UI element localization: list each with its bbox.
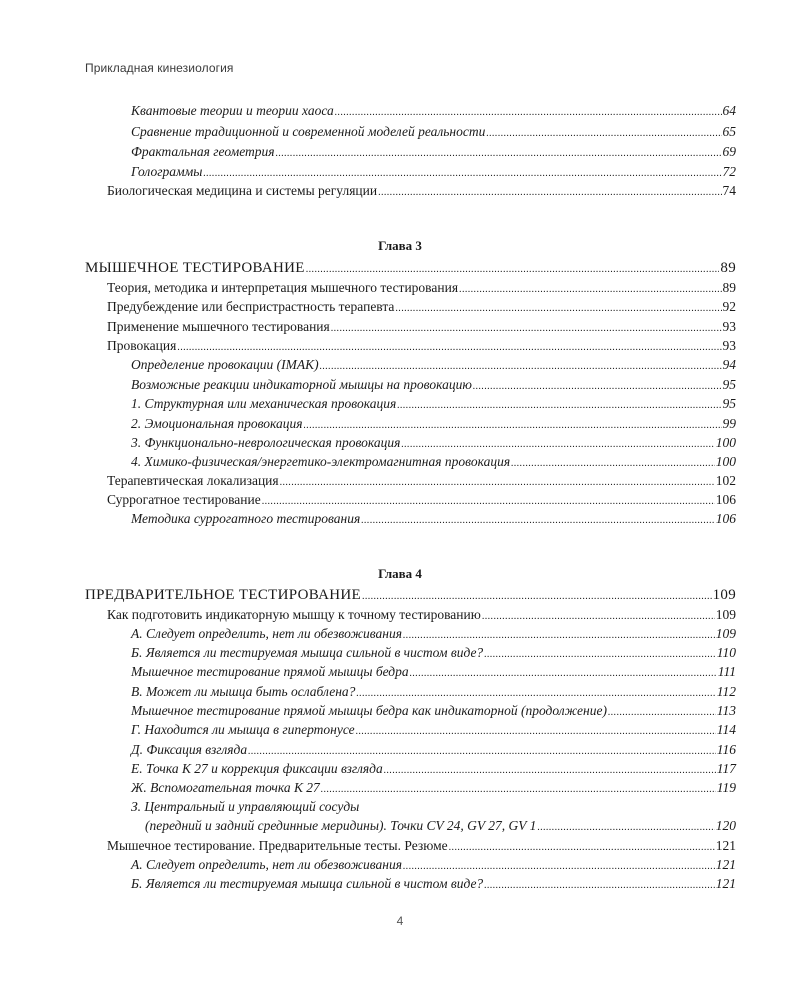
toc-entry[interactable] [107, 317, 736, 337]
toc-entry[interactable] [131, 720, 736, 740]
leader-dots [362, 587, 712, 607]
toc-entry-title: Суррогатное тестирование [107, 492, 261, 507]
toc-entry-page: 109 [715, 607, 736, 622]
toc-entry-page: 114 [716, 722, 736, 737]
toc-chapter-title[interactable] [85, 258, 736, 278]
toc-entry-page: 93 [722, 319, 736, 334]
leader-dots [486, 124, 721, 144]
toc-entry[interactable] [131, 643, 736, 663]
leader-dots [397, 396, 721, 416]
toc-entry-title: Как подготовить индикаторную мышцу к точному тестированию [107, 607, 481, 622]
toc-entry-page: 95 [722, 377, 736, 392]
toc-entry-page: 110 [716, 645, 736, 660]
toc-entry[interactable] [131, 759, 736, 779]
toc-entry-title: ПРЕДВАРИТЕЛЬНОЕ ТЕСТИРОВАНИЕ [85, 587, 361, 603]
toc-entry[interactable] [131, 509, 736, 529]
toc-entry[interactable] [131, 122, 736, 142]
toc-entry[interactable] [131, 874, 736, 894]
toc-entry-title: Биологическая медицина и системы регуляции [107, 183, 378, 198]
toc-entry-page: 89 [720, 260, 736, 276]
leader-dots [320, 357, 722, 377]
toc-entry-page: 93 [722, 338, 736, 353]
toc-entry-page: 99 [722, 416, 736, 431]
toc-entry-title: (передний и задний срединные меридины). Точки CV 24, GV 27, GV 1 [145, 818, 537, 833]
toc-entry-title: Б. Является ли тестируемая мышца сильной в чистом виде? [131, 645, 484, 660]
chapter-4-heading: Глава 4 [378, 566, 422, 581]
toc-entry-page: 111 [717, 664, 736, 679]
toc-entry-page: 119 [716, 780, 736, 795]
leader-dots [361, 511, 715, 531]
leader-dots [484, 876, 715, 896]
toc-entry[interactable] [107, 181, 736, 201]
toc-entry-title: Сравнение традиционной и современной моделей реальности [131, 124, 486, 139]
toc-entry-page: 95 [722, 396, 736, 411]
page-number: 4 [396, 914, 404, 928]
toc-entry-page: 65 [722, 124, 736, 139]
toc-entry[interactable] [107, 297, 736, 317]
toc-entry-title: Терапевтическая локализация [107, 473, 279, 488]
toc-entry[interactable] [131, 394, 736, 414]
toc-entry-title: Мышечное тестирование прямой мышцы бедра как индикаторной (продолжение) [131, 703, 607, 718]
leader-dots [306, 260, 720, 280]
toc-entry[interactable] [131, 778, 736, 798]
toc-entry-title[interactable]: З. Центральный и управляющий сосуды [131, 799, 360, 814]
toc-entry[interactable] [131, 433, 736, 453]
leader-dots [378, 183, 721, 203]
toc-entry-page: 89 [722, 280, 736, 295]
toc-entry-title: Провокация [107, 338, 177, 353]
toc-entry-page: 116 [716, 742, 736, 757]
toc-entry-title: Методика суррогатного тестирования [131, 511, 361, 526]
toc-entry[interactable] [145, 816, 736, 836]
toc-entry[interactable] [131, 624, 736, 644]
toc-entry-page: 69 [722, 144, 736, 159]
leader-dots [537, 818, 714, 838]
toc-entry-page: 64 [722, 103, 736, 118]
running-head: Прикладная кинезиология [85, 61, 234, 75]
toc-entry-title: Мышечное тестирование. Предварительные тесты. Резюме [107, 838, 448, 853]
toc-entry[interactable] [131, 101, 736, 121]
toc-entry-page: 106 [715, 511, 736, 526]
toc-entry-page: 117 [716, 761, 736, 776]
toc-entry-title: Голограммы [131, 164, 203, 179]
toc-entry-page: 109 [712, 587, 736, 603]
toc-entry-page: 100 [715, 454, 736, 469]
toc-entry-page: 112 [716, 684, 736, 699]
toc-entry-title: Определение провокации (IMAK) [131, 357, 319, 372]
toc-entry[interactable] [131, 414, 736, 434]
toc-entry[interactable] [131, 375, 736, 395]
toc-chapter-title[interactable] [85, 585, 736, 605]
toc-entry-page: 102 [715, 473, 736, 488]
toc-entry-title: Б. Является ли тестируемая мышца сильной в чистом виде? [131, 876, 484, 891]
toc-entry-title: Фрактальная геометрия [131, 144, 275, 159]
leader-dots [410, 664, 717, 684]
toc-entry-page: 109 [715, 626, 736, 641]
toc-entry-title: Предубеждение или беспристрастность терапевта [107, 299, 395, 314]
toc-entry[interactable] [107, 471, 736, 491]
toc-entry-title: Теория, методика и интерпретация мышечного тестирования [107, 280, 459, 295]
toc-entry[interactable] [131, 740, 736, 760]
toc-entry-title: Квантовые теории и теории хаоса [131, 103, 334, 118]
toc-entry-title: 4. Химико-физическая/энергетико-электромагнитная провокация [131, 454, 511, 469]
toc-entry[interactable] [107, 490, 736, 510]
toc-entry[interactable] [107, 836, 736, 856]
toc-entry-title: Возможные реакции индикаторной мышцы на провокацию [131, 377, 472, 392]
toc-entry-title: 1. Структурная или механическая провокация [131, 396, 397, 411]
toc-entry-title: 3. Функционально-неврологическая провокация [131, 435, 401, 450]
toc-entry-title: Ж. Вспомогательная точка К 27 [131, 780, 320, 795]
toc-entry-title: Применение мышечного тестирования [107, 319, 330, 334]
toc-entry-page: 121 [715, 857, 736, 872]
toc-entry-title: Д. Фиксация взгляда [131, 742, 248, 757]
toc-entry[interactable] [131, 355, 736, 375]
toc-entry-title: 2. Эмоциональная провокация [131, 416, 303, 431]
leader-dots [276, 144, 722, 164]
toc-entry[interactable] [131, 662, 736, 682]
toc-entry-title: Е. Точка К 27 и коррекция фиксации взгляда [131, 761, 383, 776]
leader-dots [395, 299, 721, 319]
toc-entry-title: А. Следует определить, нет ли обезвоживания [131, 857, 403, 872]
toc-entry-page: 94 [722, 357, 736, 372]
leader-dots [356, 722, 716, 742]
toc-entry-page: 113 [716, 703, 736, 718]
toc-entry[interactable] [131, 452, 736, 472]
toc-entry[interactable] [107, 605, 736, 625]
toc-entry[interactable] [131, 142, 736, 162]
toc-entry-page: 106 [715, 492, 736, 507]
toc-entry-page: 92 [722, 299, 736, 314]
toc-entry-page: 121 [715, 876, 736, 891]
toc-entry-page: 74 [722, 183, 736, 198]
toc-entry-page: 121 [715, 838, 736, 853]
toc-entry-title: Г. Находится ли мышца в гипертонусе [131, 722, 355, 737]
toc-entry[interactable] [107, 336, 736, 356]
leader-dots [321, 780, 716, 800]
toc-entry-title: Мышечное тестирование прямой мышцы бедра [131, 664, 409, 679]
chapter-3-heading: Глава 3 [378, 238, 422, 253]
toc-entry-title: А. Следует определить, нет ли обезвоживания [131, 626, 403, 641]
toc-entry[interactable] [131, 701, 736, 721]
toc-entry-title: МЫШЕЧНОЕ ТЕСТИРОВАНИЕ [85, 260, 305, 276]
toc-entry[interactable] [131, 855, 736, 875]
toc-entry[interactable] [131, 682, 736, 702]
toc-entry-page: 100 [715, 435, 736, 450]
toc-entry-page: 72 [722, 164, 736, 179]
leader-dots [335, 103, 722, 123]
toc-entry-page: 120 [715, 818, 736, 833]
toc-entry[interactable] [107, 278, 736, 298]
toc-entry-title: В. Может ли мышца быть ослаблена? [131, 684, 356, 699]
toc-entry[interactable] [131, 162, 736, 182]
